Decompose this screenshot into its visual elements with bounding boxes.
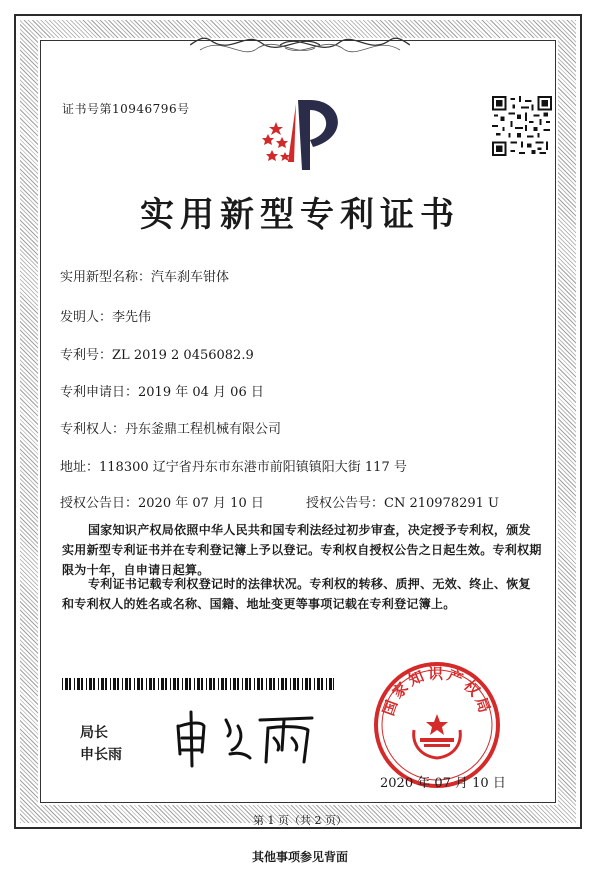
handwritten-signature [170, 706, 320, 768]
barcode-icon [62, 678, 334, 690]
field-patent-number-value: ZL 2019 2 0456082.9 [112, 348, 254, 363]
svg-text:国家知识产权局 [379, 665, 494, 718]
field-filing-date [60, 381, 264, 400]
grant-statement-paragraph: 国家知识产权局依照中华人民共和国专利法经过初步审查，决定授予专利权，颁发实用新型专利证书并在专利登记簿上予以登记。专利权自授权公告之日起生效。专利权期限为十年，自申请日起算。 [62, 523, 542, 577]
top-ornament-right [280, 30, 410, 60]
signatory-name: 申长雨 [80, 747, 122, 763]
certificate-number: 证书号第10946796号 [62, 102, 190, 116]
field-model-name-value: 汽车刹车钳体 [151, 270, 230, 285]
official-seal-icon [372, 660, 502, 790]
field-patent-number [60, 344, 254, 363]
footer-note: 其他事项参见背面 [251, 850, 348, 864]
field-patentee-value: 丹东釜鼎工程机械有限公司 [125, 422, 282, 437]
seal-date: 2020 年 07 月 10 日 [380, 776, 506, 791]
field-grant-date [60, 492, 264, 511]
qr-code-icon [492, 96, 552, 156]
field-patent-number-label: 专利号： [60, 348, 113, 363]
field-grant-number-label: 授权公告号： [306, 496, 385, 511]
field-grant-number-value: CN 210978291 U [384, 496, 499, 511]
field-inventor-label: 发明人： [60, 310, 113, 325]
field-model-name [60, 266, 229, 285]
field-patentee [60, 418, 281, 437]
field-patentee-label: 专利权人： [60, 422, 126, 437]
field-address [60, 456, 407, 475]
field-grant-date-value: 2020 年 07 月 10 日 [138, 496, 264, 511]
field-grant-date-label: 授权公告日： [60, 496, 139, 511]
field-inventor [60, 306, 151, 325]
page-number: 第 1 页（共 2 页） [253, 814, 347, 827]
field-filing-date-value: 2019 年 04 月 06 日 [138, 385, 264, 400]
signatory-title: 局长 [80, 725, 108, 741]
certificate-title: 实用新型专利证书 [140, 195, 460, 235]
field-grant-number [306, 492, 499, 511]
field-address-label: 地址： [60, 460, 100, 475]
field-filing-date-label: 专利申请日： [60, 385, 139, 400]
legal-status-paragraph: 专利证书记载专利权登记时的法律状况。专利权的转移、质押、无效、终止、恢复和专利权人的姓名或名称、国籍、地址变更等事项记载在专利登记簿上。 [62, 577, 531, 611]
seal-text: 国家知识产权局 [379, 664, 495, 718]
field-address-value: 118300 辽宁省丹东市东港市前阳镇镇阳大街 117 号 [99, 460, 407, 475]
field-model-name-label: 实用新型名称： [60, 270, 152, 285]
cnipa-logo-icon [258, 92, 353, 174]
field-inventor-value: 李先伟 [112, 310, 152, 325]
